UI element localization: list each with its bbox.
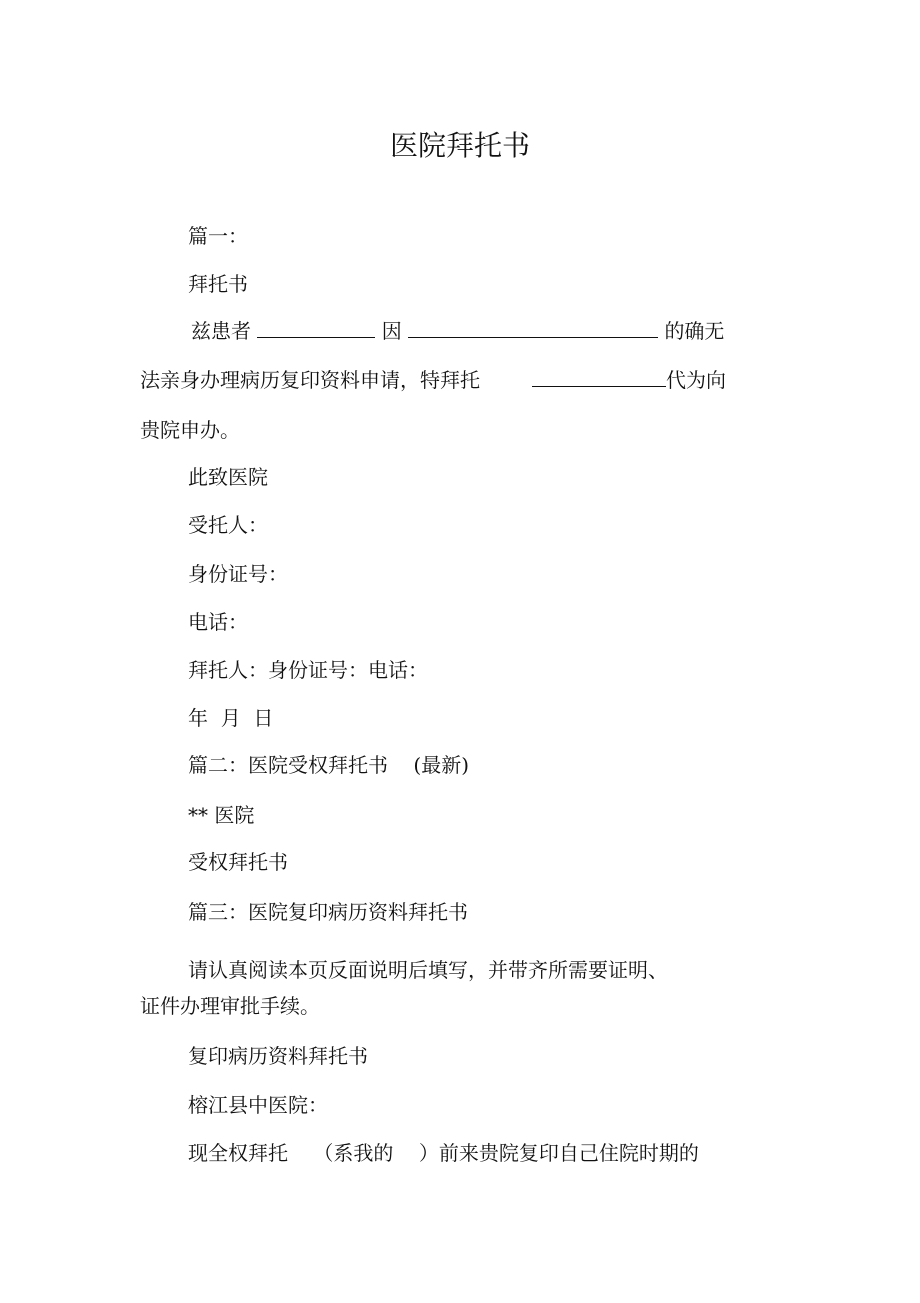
- text-line: 复印病历资料拜托书: [188, 1044, 368, 1068]
- patient-blank: [257, 319, 375, 338]
- paragraph-line: 现全权拜托 （系我的 ）前来贵院复印自己住院时期的: [188, 1141, 699, 1165]
- section-heading: 篇二：医院受权拜托书 (最新): [188, 753, 470, 777]
- section-heading: 篇三：医院复印病历资料拜托书: [188, 900, 468, 924]
- text-line: 榕江县中医院：: [188, 1093, 328, 1117]
- heading: 拜托书: [188, 272, 248, 296]
- agent-blank: [532, 368, 666, 387]
- text-line: 受权拜托书: [188, 850, 288, 874]
- paragraph-line: 证件办理审批手续。: [140, 994, 320, 1018]
- section-heading: 篇一：: [188, 224, 248, 248]
- text: 法亲身办理病历复印资料申请，特拜托: [140, 368, 480, 392]
- paragraph-line: 请认真阅读本页反面说明后填写，并带齐所需要证明、: [188, 958, 668, 982]
- paragraph-line: 贵院申办。: [140, 418, 240, 442]
- text: 代为向: [666, 368, 726, 392]
- text-line: 受托人：: [188, 513, 268, 537]
- text-line: ** 医院: [188, 803, 255, 827]
- paragraph-line: [191, 319, 724, 343]
- text-line: 年 月 日: [188, 706, 274, 730]
- text-line: 身份证号：: [188, 562, 288, 586]
- document-title: 医院拜托书: [389, 129, 530, 162]
- text-line: 电话：: [188, 610, 248, 634]
- text: 兹患者: [191, 319, 251, 343]
- text-line: 拜托人：身份证号：电话：: [188, 658, 428, 682]
- text-line: 此致医院: [188, 465, 268, 489]
- text: 因: [381, 319, 402, 343]
- text: 的确无: [664, 319, 725, 343]
- paragraph-line: [140, 368, 726, 392]
- reason-blank: [408, 319, 658, 338]
